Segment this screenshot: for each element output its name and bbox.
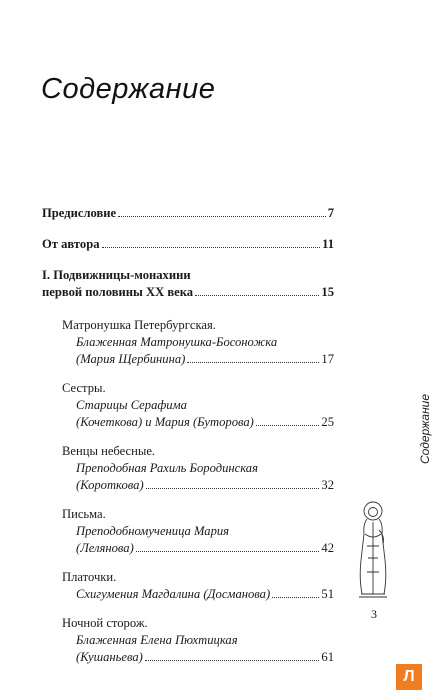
toc-entry <box>42 506 334 557</box>
toc-entry-title: Предисловие <box>42 206 117 220</box>
toc-entry-subtitle: (Кушаньева) <box>76 650 143 664</box>
toc-entry-subtitle: (Короткова) <box>76 478 144 492</box>
toc-entry-subtitle: (Лелянова) <box>76 541 134 555</box>
dot-leader <box>102 247 321 248</box>
toc-entry-line <box>62 649 334 666</box>
toc-entry-line <box>62 414 334 431</box>
toc-entry-title: Письма. <box>62 507 106 521</box>
dot-leader <box>118 216 326 217</box>
toc-page-number: 51 <box>321 587 334 601</box>
toc-entry <box>42 443 334 494</box>
badge-letter: Л <box>403 668 415 685</box>
toc-entry-subtitle: (Мария Щербинина) <box>76 352 186 366</box>
dot-leader <box>136 551 320 552</box>
toc-entry-title: Венцы небесные. <box>62 444 156 458</box>
dot-leader <box>146 488 320 489</box>
toc-entry-subtitle: Старицы Серафима <box>76 398 187 412</box>
toc-page-number: 32 <box>321 478 334 492</box>
watermark-badge <box>396 664 422 690</box>
table-of-contents <box>42 205 334 678</box>
toc-entry-title: Платочки. <box>62 570 117 584</box>
toc-entry <box>42 569 334 603</box>
toc-entry-line <box>62 540 334 557</box>
saint-icon <box>355 500 391 598</box>
toc-entry-line <box>62 351 334 368</box>
dot-leader <box>187 362 319 363</box>
toc-section <box>42 267 334 301</box>
toc-section-subtitle: первой половины XX века <box>42 285 194 299</box>
toc-entry <box>42 236 334 253</box>
page-title: Содержание <box>41 73 216 105</box>
dot-leader <box>145 660 320 661</box>
toc-section-title: I. Подвижницы-монахини <box>42 268 191 282</box>
toc-entry <box>42 317 334 368</box>
toc-page-number: 17 <box>321 352 334 366</box>
toc-page-number: 42 <box>321 541 334 555</box>
toc-page-number: 11 <box>322 237 334 251</box>
toc-entry-line <box>62 586 334 603</box>
toc-page-number: 7 <box>327 206 334 220</box>
toc-page-number: 15 <box>321 285 334 299</box>
toc-entry-line <box>62 477 334 494</box>
toc-page-number: 61 <box>321 650 334 664</box>
toc-entry-title: От автора <box>42 237 100 251</box>
toc-entry-subtitle: Блаженная Матронушка-Босоножка <box>76 335 278 349</box>
toc-section-line <box>42 284 334 301</box>
running-head: Содержание <box>418 393 432 465</box>
page-number: 3 <box>371 607 377 621</box>
toc-entry-title: Матронушка Петербургская. <box>62 318 216 332</box>
toc-entry-title: Сестры. <box>62 381 106 395</box>
toc-entry <box>42 615 334 666</box>
toc-entry-subtitle: (Кочеткова) и Мария (Буторова) <box>76 415 254 429</box>
toc-entry <box>42 380 334 431</box>
dot-leader <box>272 597 319 598</box>
toc-entry-subtitle: Блаженная Елена Пюхтицкая <box>76 633 238 647</box>
dot-leader <box>195 295 319 296</box>
dot-leader <box>256 425 320 426</box>
toc-entry <box>42 205 334 222</box>
toc-entry-subtitle: Преподобномученица Мария <box>76 524 230 538</box>
toc-entry-title: Ночной сторож. <box>62 616 148 630</box>
toc-page-number: 25 <box>321 415 334 429</box>
toc-entry-subtitle: Преподобная Рахиль Бородинская <box>76 461 258 475</box>
toc-entry-subtitle: Схигумения Магдалина (Досманова) <box>76 587 271 601</box>
